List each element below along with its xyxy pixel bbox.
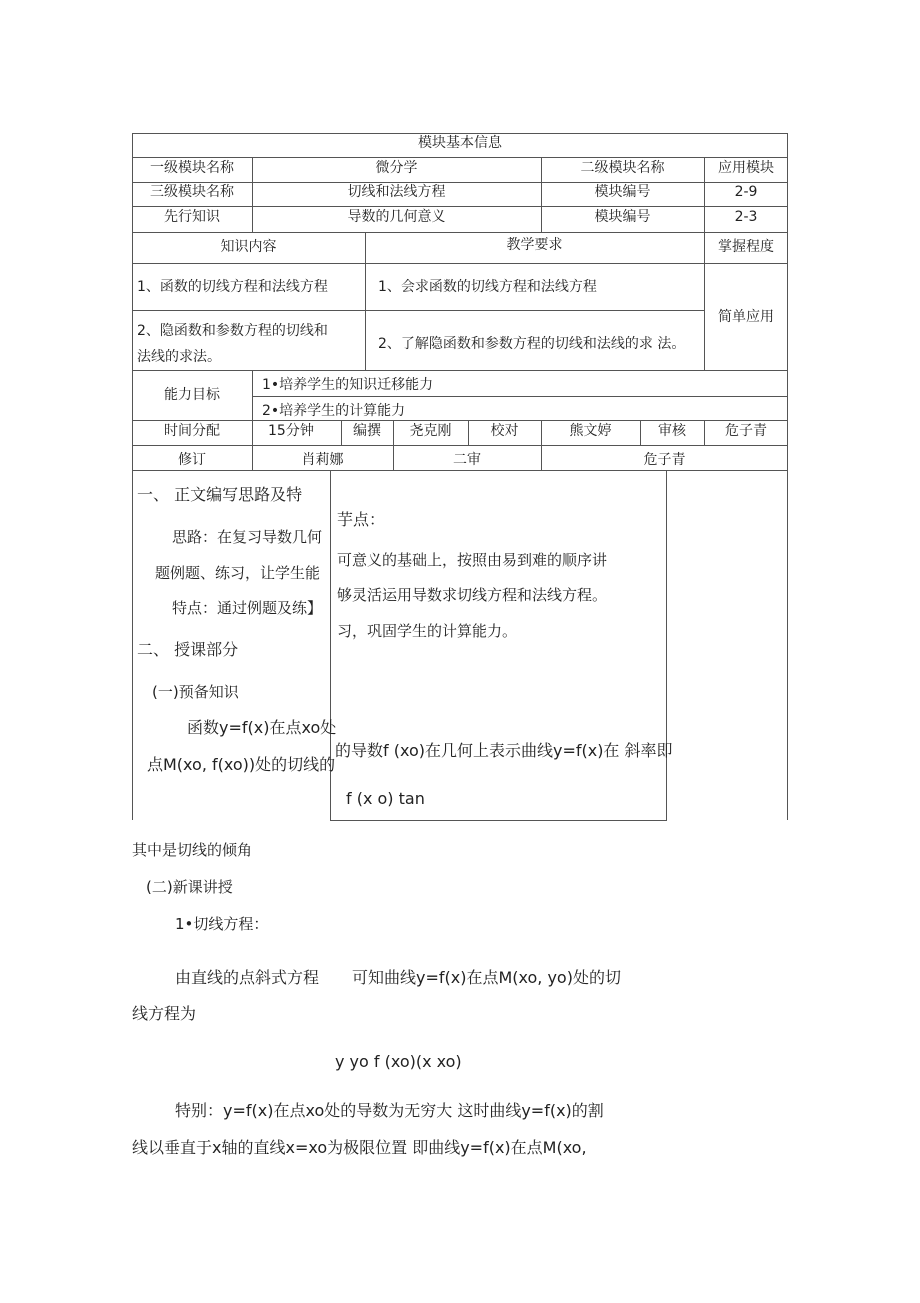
prereq-code-label: 模块编号 (594, 209, 651, 225)
mastery-value: 简单应用 (718, 309, 774, 325)
knowledge-header: 知识内容 (220, 239, 277, 255)
requirement-item-1: 1、会求函数的切线方程和法线方程 (378, 279, 597, 295)
time-label: 时间分配 (164, 423, 220, 439)
body-text-4a: 由直线的点斜式方程 (175, 968, 320, 987)
subsection-heading-2: (二)新课讲授 (146, 878, 233, 896)
mastery-header: 掌握程度 (718, 239, 774, 255)
section-heading-2: 二、 授课部分 (137, 640, 239, 659)
ability-1: 1•培养学生的知识迁移能力 (262, 377, 434, 393)
level2-value: 应用模块 (718, 160, 774, 176)
level1-label: 一级模块名称 (150, 160, 234, 176)
subsection-heading-1: (一)预备知识 (152, 683, 239, 701)
ability-label: 能力目标 (164, 387, 220, 403)
knowledge-item-2a: 2、隐函数和参数方程的切线和 (137, 323, 328, 339)
body-text-8: 线以垂直于x轴的直线x=xo为极限位置 即曲线y=f(x)在点M(xo, (132, 1138, 587, 1157)
body-text-7: 特别：y=f(x)在点xo处的导数为无穷大 这时曲线y=f(x)的割 (175, 1101, 604, 1120)
section-heading-1: 一、 正文编写思路及特 (137, 485, 303, 504)
ability-2: 2•培养学生的计算能力 (262, 403, 406, 419)
requirement-item-2: 2、了解隐函数和参数方程的切线和法线的求 法。 (378, 336, 686, 352)
knowledge-item-1: 1、函数的切线方程和法线方程 (137, 279, 328, 295)
box-text-1: 可意义的基础上，按照由易到难的顺序讲 (337, 551, 608, 569)
idea-text-1: 思路：在复习导数几何 (172, 528, 323, 546)
compile-label: 编撰 (353, 423, 381, 439)
knowledge-item-2b: 法线的求法。 (137, 349, 221, 365)
second-review-name: 危子青 (643, 452, 686, 468)
box-text-3: 习，巩固学生的计算能力。 (337, 622, 518, 640)
level3-label: 三级模块名称 (150, 184, 234, 200)
prereq-code-value: 2-3 (734, 209, 758, 225)
box-text-4: 的导数f (xo)在几何上表示曲线y=f(x)在 斜率即 (335, 741, 673, 760)
body-text-5: 线方程为 (132, 1004, 197, 1023)
reviewer-name: 危子青 (725, 423, 767, 439)
level2-label: 二级模块名称 (580, 160, 665, 176)
proofer-name: 熊文婷 (569, 423, 612, 439)
box-formula: f (x o) tan (346, 789, 425, 808)
second-review-label: 二审 (453, 452, 481, 468)
body-text-1: 其中是切线的倾角 (132, 841, 253, 859)
revise-label: 修订 (178, 452, 206, 468)
feature-text: 特点：通过例题及练】 (172, 599, 323, 617)
module-code-value: 2-9 (734, 184, 758, 200)
idea-text-2: 题例题、练习，让学生能 (155, 564, 321, 582)
table-title: 模块基本信息 (418, 135, 502, 151)
proof-label: 校对 (490, 423, 519, 439)
box-text-2: 够灵活运用导数求切线方程和法线方程。 (337, 586, 608, 604)
prereq-value: 导数的几何意义 (347, 209, 446, 225)
compiler-name: 尧克刚 (409, 423, 452, 439)
module-code-label: 模块编号 (594, 184, 651, 200)
prereq-label: 先行知识 (164, 209, 220, 225)
reviser-name: 肖莉娜 (301, 452, 344, 468)
prep-text-2: 点M(xo, f(xo))处的切线的 (147, 755, 336, 774)
level3-value: 切线和法线方程 (347, 184, 446, 200)
review-label: 审核 (658, 423, 686, 439)
body-text-4b: 可知曲线y=f(x)在点M(xo, yo)处的切 (352, 968, 621, 987)
box-heading: 芋点： (337, 510, 386, 529)
time-value: 15分钟 (268, 423, 314, 439)
tangent-formula: y yo f (xo)(x xo) (335, 1052, 462, 1071)
requirement-header: 教学要求 (506, 237, 563, 253)
tangent-heading: 1•切线方程： (175, 915, 269, 933)
prep-text-1: 函数y=f(x)在点xo处 (187, 718, 337, 737)
level1-value: 微分学 (375, 160, 418, 176)
